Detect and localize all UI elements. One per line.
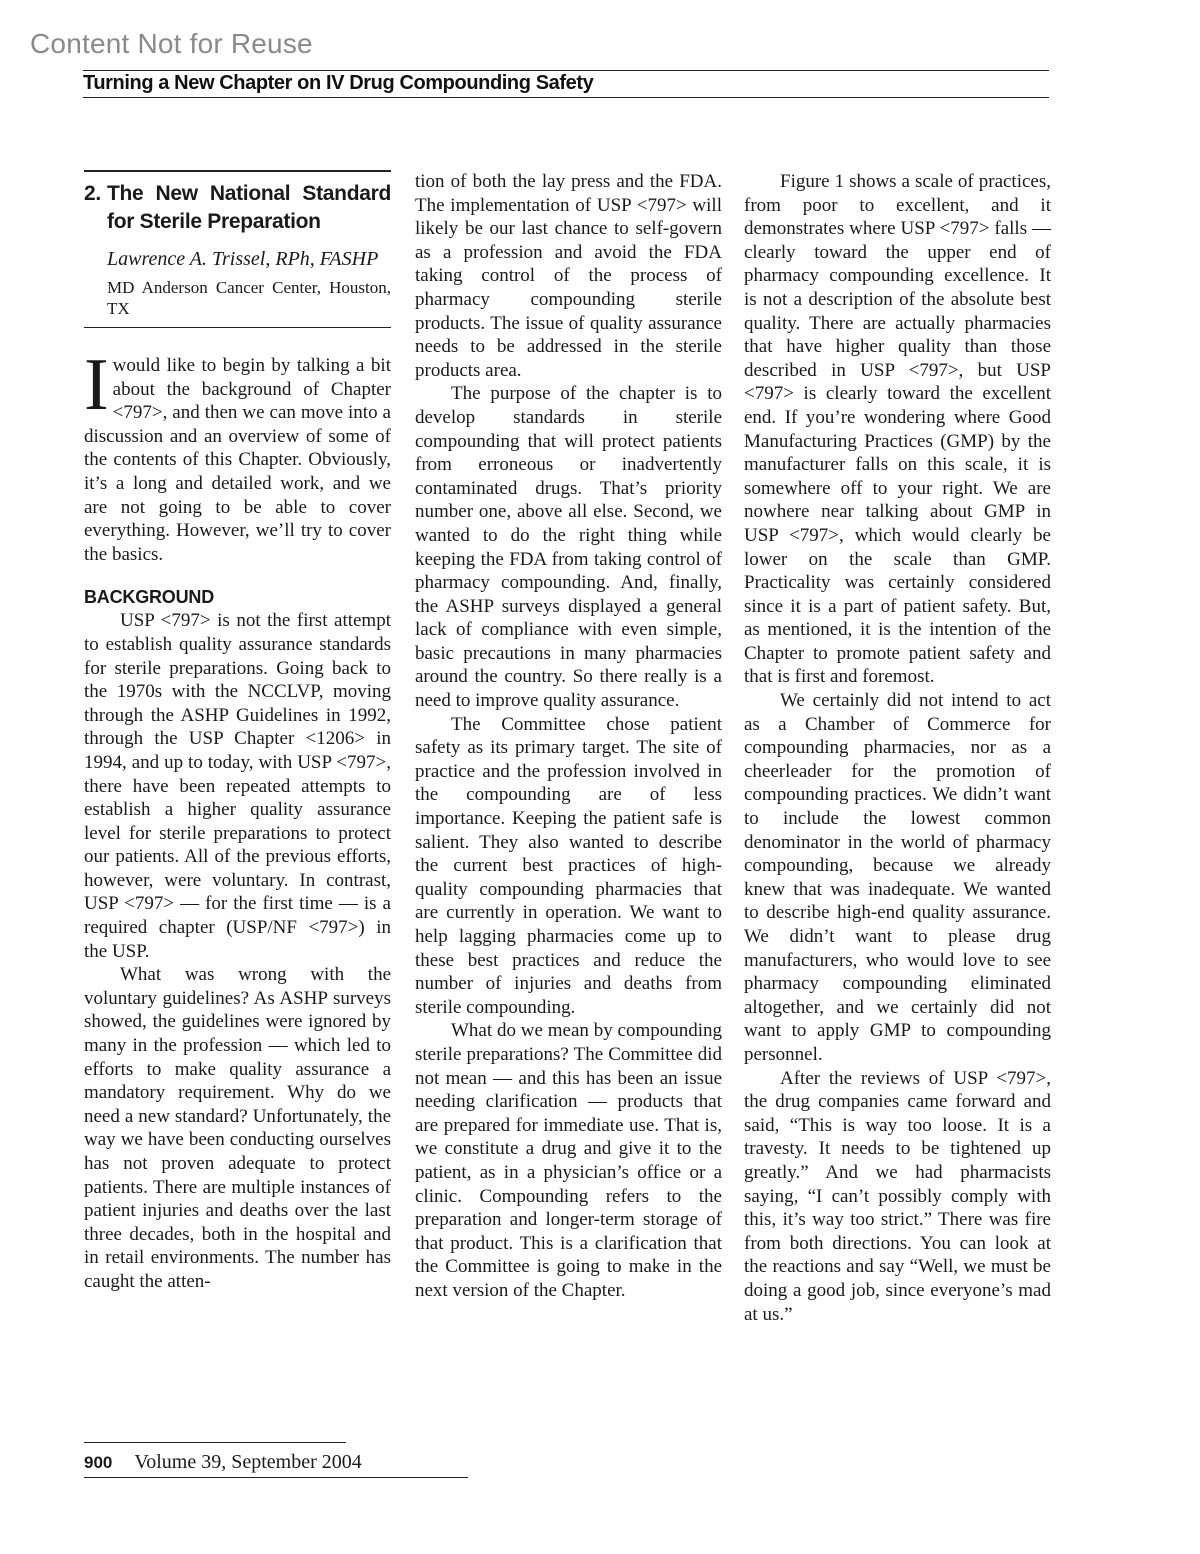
article-title bbox=[84, 180, 391, 236]
paragraph-intent: We certainly did not intend to act as a Chamber of Commerce for compounding pharmacies, nor as a cheerleader for the promotion of compounding practices. We didn’t want to include the lowest common denominator in the world of pharmacy compounding, because we already knew that was inadequate. We wanted to describe high-end quality assurance. We didn’t want to please drug manufacturers, who would love to see pharmacy compounding eliminated altogether, and we certainly did not want to apply GMP to compounding personnel. bbox=[744, 690, 1051, 1065]
issue-info: Volume 39, September 2004 bbox=[134, 1451, 362, 1473]
paragraph-reactions: After the reviews of USP <797>, the drug companies came forward and said, “This is way too loose. It is a travesty. It needs to be tightened up greatly.” And we had pharmacists saying, “I can’t possibly comply with this, it’s way too strict.” There was fire from both directions. You can look at the reactions and say “Well, we must be doing a good job, since everyone’s mad at us.” bbox=[744, 1067, 1051, 1325]
column-2 bbox=[415, 170, 722, 1303]
header-rule-bottom bbox=[83, 97, 1049, 98]
paragraph-voluntary-guidelines: What was wrong with the voluntary guidelines? As ASHP surveys showed, the guidelines were ignored by many in the profession — which led to efforts to make quality assurance a mandatory requirement. Why do we need a new standard? Unfortunately, the way we have been conducting ourselves has not proven adequate to protect patients. There are multiple instances of patient injuries and deaths over the last three decades, both in the hospital and in retail environments. The number has caught the atten- bbox=[84, 964, 391, 1292]
paragraph-patient-safety: The Committee chose patient safety as its primary target. The site of practice and the profession involved in the compounding are of less importance. Keeping the patient safe is salient. They also wanted to describe the current best practices of high-quality compounding pharmacies that are currently in operation. We want to help lagging pharmacies come up to these best practices and reduce the number of injuries and deaths from sterile compounding. bbox=[415, 713, 722, 1018]
paragraph-background: USP <797> is not the first attempt to establish quality assurance standards for sterile preparations. Going back to the 1970s with the NCCLVP, moving through the ASHP Guidelines in 1992, through the USP Chapter <1206> in 1994, and up to today, with USP <797>, there have been repeated attempts to establish a higher quality assurance level for sterile preparations to protect our patients. All of the previous efforts, however, were voluntary. In contrast, USP <797> — for the first time — is a required chapter (USP/NF <797>) in the USP. bbox=[84, 610, 391, 962]
section-heading-background: BACKGROUND bbox=[84, 587, 214, 608]
paragraph-purpose: The purpose of the chapter is to develop standards in sterile compounding that will protect patients from erroneous or inadvertently contaminated drugs. That’s priority number one, above all else. Second, we wanted to do the right thing while keeping the FDA from taking control of pharmacy compounding. And, finally, the ASHP surveys displayed a general lack of compliance with even simple, basic precautions in many pharmacies around the country. So there really is a need to improve quality assurance. bbox=[415, 383, 722, 712]
column-3 bbox=[744, 170, 1051, 1326]
footer bbox=[84, 1451, 362, 1474]
column-1 bbox=[84, 170, 391, 1294]
paragraph-intro bbox=[84, 344, 391, 566]
intro-text: would like to begin by talking a bit about the background of Chapter <797>, and then we can move into a discussion and an overview of some of the contents of this Chapter. Obviously, it’s a long and detailed work, and we are not going to be able to cover everything. However, we’ll try to cover the basics. bbox=[84, 355, 391, 565]
article-number: 2. bbox=[84, 182, 101, 205]
author-affiliation: MD Anderson Cancer Center, Houston, TX bbox=[107, 278, 391, 318]
author-name: Lawrence A. Trissel, RPh, FASHP bbox=[107, 248, 379, 270]
footer-rule-top bbox=[84, 1442, 346, 1443]
article-title-text: The New National Standard for Sterile Preparation bbox=[107, 182, 391, 233]
page-number: 900 bbox=[84, 1453, 113, 1472]
paragraph-figure-1: Figure 1 shows a scale of practices, from poor to excellent, and it demonstrates where USP <797> falls — clearly toward the upper end of pharmacy compounding excellence. It is not a description of the absolute best quality. There are actually pharmacies that have higher quality than those described in USP <797>, but USP <797> is clearly toward the excellent end. If you’re wondering where Good Manufacturing Practices (GMP) by the manufacturer falls on this scale, it is somewhere off to your right. We are nowhere near talking about GMP in USP <797>, which would clearly be lower on the scale than GMP. Practicality was certainly considered since it is a part of patient safety. But, as mentioned, it is the intention of the Chapter to promote patient safety and that is first and foremost. bbox=[744, 171, 1051, 688]
footer-rule-bottom bbox=[84, 1477, 468, 1478]
paragraph-continued: tion of both the lay press and the FDA. The implementation of USP <797> will likely be our last chance to self-govern as a profession and avoid the FDA taking control of the process of pharmacy compounding sterile products. The issue of quality assurance needs to be addressed in the sterile products area. bbox=[415, 171, 722, 381]
watermark: Content Not for Reuse bbox=[30, 28, 313, 59]
dropcap-letter: I bbox=[84, 344, 109, 426]
running-head: Turning a New Chapter on IV Drug Compounding Safety bbox=[83, 72, 594, 94]
header-rule-top bbox=[83, 70, 1049, 71]
paragraph-definition: What do we mean by compounding sterile preparations? The Committee did not mean — and this has been an issue needing clarification — products that are prepared for immediate use. That is, we constitute a drug and give it to the patient, as in a physician’s office or a clinic. Compounding refers to the preparation and longer-term storage of that product. This is a clarification that the Committee is going to make in the next version of the Chapter. bbox=[415, 1020, 722, 1301]
article-title-block bbox=[84, 170, 391, 328]
